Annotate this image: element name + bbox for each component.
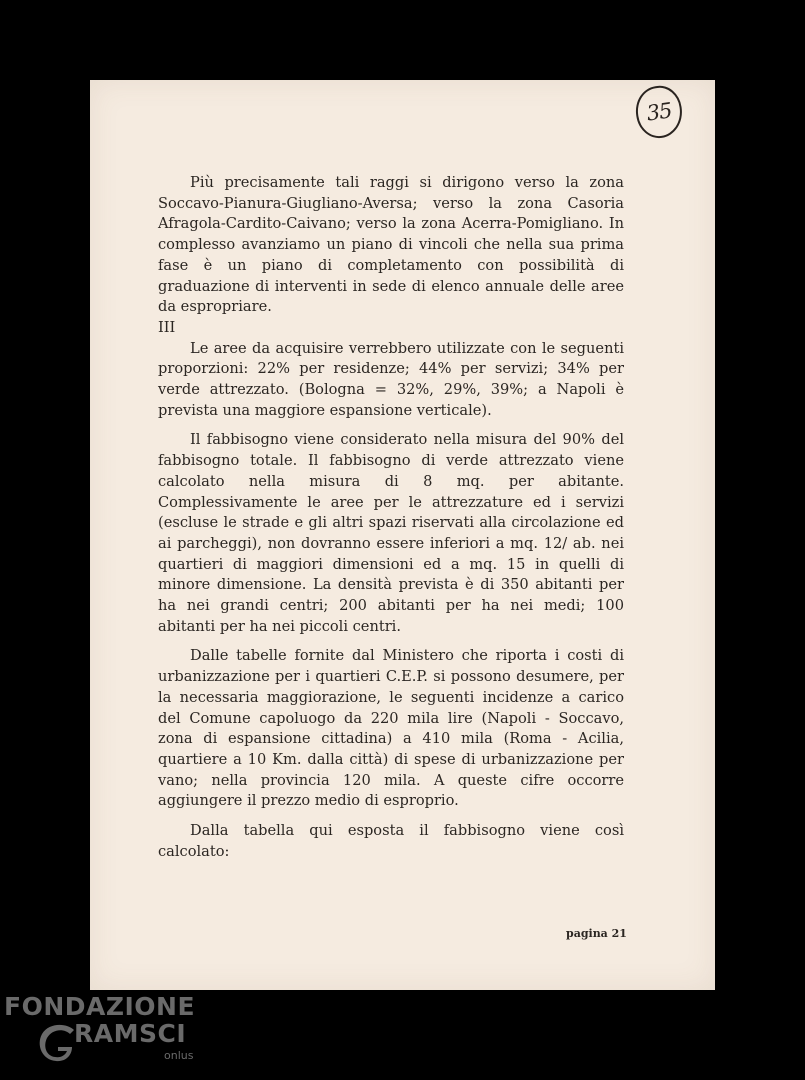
paragraph: Il fabbisogno viene considerato nella misura del 90% del fabbisogno totale. Il fabbisogno di verde attrezzato viene calcolato nella misura di 8 mq. per abitante. Complessivamente le aree per le attrezzature ed i servizi (escluse le strade e gli altri spazi riservati alla circolazione ed ai parcheggi), non dovranno essere inferiori a mq. 12/ ab. nei quartieri di maggiori dimensioni ed a mq. 15 in quelli di minore dimensione. La densità prevista è di 350 abitanti per ha nei grandi centri; 200 abitanti per ha nei medi; 100 abitanti per ha nei piccoli centri.: [158, 431, 624, 635]
paragraph: Dalle tabelle fornite dal Ministero che riporta i costi di urbanizzazione per i quartieri C.E.P. si possono desumere, per la necessaria maggiorazione, le seguenti incidenze a carico del Comune capoluogo da 220 mila lire (Napoli - Soccavo, zona di espansione cittadina) a 410 mila (Roma - Acilia, quartiere a 10 Km. dalla città) di spese di urbanizzazione per vano; nella provincia 120 mila. A queste cifre occorre aggiungere il prezzo medio di esproprio.: [158, 647, 624, 810]
section-number: III: [158, 318, 176, 336]
fondazione-gramsci-logo: [4, 992, 204, 1072]
logo-line-1: FONDAZIONE: [4, 992, 196, 1021]
page-number: pagina 21: [566, 927, 627, 940]
logo-line-2: RAMSCI: [74, 1019, 187, 1048]
paragraph: Le aree da acquisire verrebbero utilizzate con le seguenti proporzioni: 22% per residenze; 44% per servizi; 34% per verde attrezzato. (Bologna = 32%, 29%, 39%; a Napoli è prevista una maggiore espansione verticale).: [158, 339, 624, 419]
paragraph: Dalla tabella qui esposta il fabbisogno viene così calcolato:: [158, 822, 624, 860]
logo-suffix: onlus: [164, 1049, 194, 1062]
paragraph: Più precisamente tali raggi si dirigono verso la zona Soccavo-Pianura-Giugliano-Aversa; verso la zona Casoria Afragola-Cardito-Caivano; verso la zona Acerra-Pomigliano. In complesso avanziamo un piano di vincoli che nella sua prima fase è un piano di completamento con possibilità di graduazione di interventi in sede di elenco annuale delle aree da espropriare.: [158, 174, 624, 316]
archive-page-stamp: 35: [633, 83, 686, 141]
document-body: [158, 173, 624, 863]
